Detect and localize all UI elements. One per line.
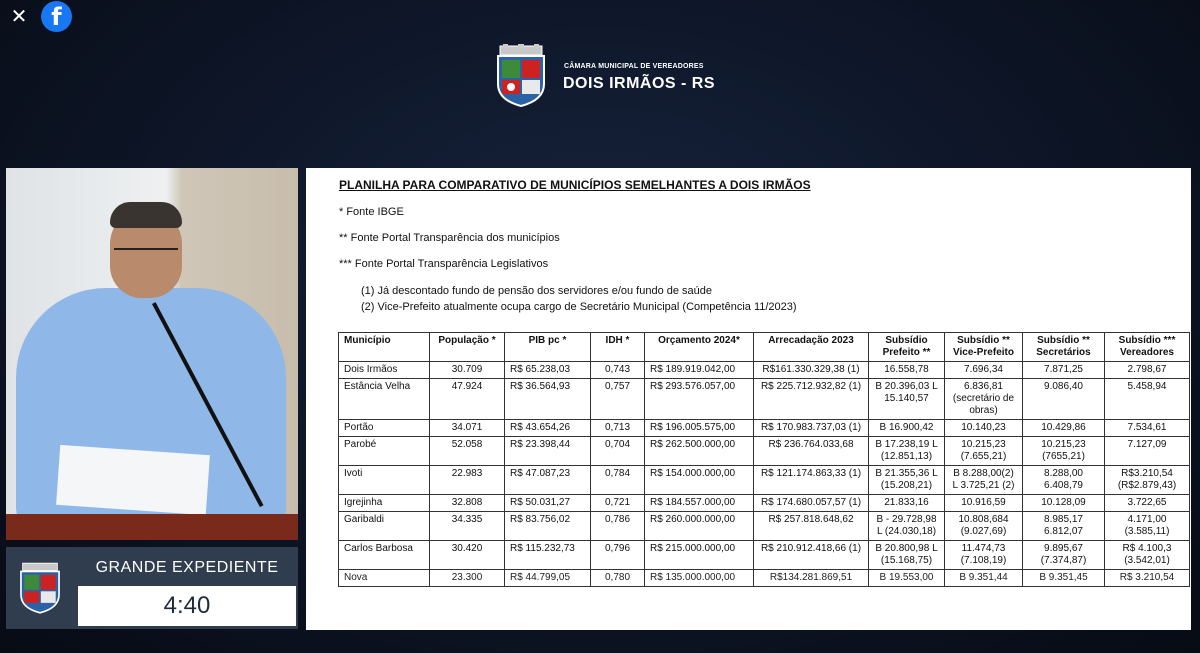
cell-idh: 0,713 (591, 420, 645, 437)
cell-arrecadacao: R$ 170.983.737,03 (1) (754, 420, 869, 437)
cell-municipio: Dois Irmãos (339, 362, 430, 379)
cell-subsidio-vice: 7.696,34 (945, 362, 1023, 379)
table-row (339, 495, 1190, 512)
cell-pib: R$ 47.087,23 (505, 466, 591, 495)
cell-subsidio-prefeito: 21.833,16 (869, 495, 945, 512)
cell-arrecadacao: R$ 121.174.863,33 (1) (754, 466, 869, 495)
cell-populacao: 30.420 (430, 541, 505, 570)
cell-arrecadacao: R$ 210.912.418,66 (1) (754, 541, 869, 570)
speaking-timer: 4:40 (78, 586, 296, 626)
cell-populacao: 34.071 (430, 420, 505, 437)
cell-subsidio-vereadores: 5.458,94 (1105, 379, 1190, 420)
cell-municipio: Ivoti (339, 466, 430, 495)
cell-idh: 0,796 (591, 541, 645, 570)
cell-subsidio-secretarios: 10.429,86 (1023, 420, 1105, 437)
cell-pib: R$ 43.654,26 (505, 420, 591, 437)
column-header: Município (339, 333, 430, 362)
cell-pib: R$ 83.756,02 (505, 512, 591, 541)
cell-orcamento: R$ 293.576.057,00 (645, 379, 754, 420)
cell-subsidio-vereadores: R$ 4.100,3 (3.542,01) (1105, 541, 1190, 570)
cell-populacao: 22.983 (430, 466, 505, 495)
cell-orcamento: R$ 196.005.575,00 (645, 420, 754, 437)
table-row (339, 420, 1190, 437)
cell-pib: R$ 23.398,44 (505, 437, 591, 466)
coat-of-arms-icon (492, 44, 550, 108)
cell-pib: R$ 44.799,05 (505, 570, 591, 587)
cell-subsidio-vice: 6.836,81 (secretário de obras) (945, 379, 1023, 420)
podium (6, 514, 298, 540)
table-row (339, 570, 1190, 587)
cell-subsidio-prefeito: B 19.553,00 (869, 570, 945, 587)
cell-subsidio-secretarios: 8.288,00 6.408,79 (1023, 466, 1105, 495)
cell-subsidio-vice: 10.140,23 (945, 420, 1023, 437)
cell-subsidio-vice: B 8.288,00(2) L 3.725,21 (2) (945, 466, 1023, 495)
shared-document (306, 168, 1191, 630)
document-title: PLANILHA PARA COMPARATIVO DE MUNICÍPIOS SEMELHANTES A DOIS IRMÃOS (339, 178, 811, 192)
column-header: Subsídio Prefeito ** (869, 333, 945, 362)
chamber-city: DOIS IRMÃOS - RS (563, 75, 716, 92)
cell-arrecadacao: R$ 236.764.033,68 (754, 437, 869, 466)
cell-subsidio-prefeito: 16.558,78 (869, 362, 945, 379)
chamber-org-name: CÂMARA MUNICIPAL DE VEREADORES (564, 63, 704, 70)
cell-subsidio-vereadores: 7.534,61 (1105, 420, 1190, 437)
cell-subsidio-prefeito: B 21.355,36 L (15.208,21) (869, 466, 945, 495)
cell-populacao: 47.924 (430, 379, 505, 420)
coat-of-arms-icon (16, 561, 64, 615)
footnote: (1) Já descontado fundo de pensão dos servidores e/ou fundo de saúde (361, 285, 713, 297)
cell-populacao: 23.300 (430, 570, 505, 587)
cell-subsidio-vereadores: 4.171,00 (3.585,11) (1105, 512, 1190, 541)
cell-subsidio-vereadores: 2.798,67 (1105, 362, 1190, 379)
session-segment-title: GRANDE EXPEDIENTE (95, 559, 279, 576)
cell-pib: R$ 115.232,73 (505, 541, 591, 570)
speaker-glasses (114, 248, 178, 260)
cell-orcamento: R$ 154.000.000,00 (645, 466, 754, 495)
cell-municipio: Parobé (339, 437, 430, 466)
cell-orcamento: R$ 189.919.042,00 (645, 362, 754, 379)
cell-subsidio-vice: 11.474,73 (7.108,19) (945, 541, 1023, 570)
cell-orcamento: R$ 260.000.000,00 (645, 512, 754, 541)
cell-subsidio-vice: 10.916,59 (945, 495, 1023, 512)
cell-subsidio-secretarios: 9.895,67 (7.374,87) (1023, 541, 1105, 570)
cell-idh: 0,786 (591, 512, 645, 541)
cell-subsidio-prefeito: B 20.800,98 L (15.168,75) (869, 541, 945, 570)
close-icon[interactable]: ✕ (10, 6, 28, 28)
cell-orcamento: R$ 262.500.000,00 (645, 437, 754, 466)
table-row (339, 512, 1190, 541)
cell-subsidio-vice: B 9.351,44 (945, 570, 1023, 587)
cell-idh: 0,757 (591, 379, 645, 420)
table-row (339, 466, 1190, 495)
cell-pib: R$ 36.564,93 (505, 379, 591, 420)
speaker-video (6, 168, 298, 540)
column-header: Orçamento 2024* (645, 333, 754, 362)
cell-municipio: Nova (339, 570, 430, 587)
table-row (339, 379, 1190, 420)
facebook-icon[interactable]: f (41, 1, 72, 32)
cell-arrecadacao: R$ 225.712.932,82 (1) (754, 379, 869, 420)
cell-subsidio-secretarios: 10.215,23 (7655,21) (1023, 437, 1105, 466)
cell-subsidio-vice: 10.215,23 (7.655,21) (945, 437, 1023, 466)
table-row (339, 362, 1190, 379)
column-header: Subsídio *** Vereadores (1105, 333, 1190, 362)
source-note: ** Fonte Portal Transparência dos municípios (339, 232, 560, 244)
cell-arrecadacao: R$134.281.869,51 (754, 570, 869, 587)
cell-municipio: Carlos Barbosa (339, 541, 430, 570)
cell-populacao: 32.808 (430, 495, 505, 512)
cell-subsidio-vereadores: R$ 3.210,54 (1105, 570, 1190, 587)
column-header: População * (430, 333, 505, 362)
comparison-table (338, 332, 1190, 587)
cell-municipio: Garibaldi (339, 512, 430, 541)
cell-arrecadacao: R$161.330.329,38 (1) (754, 362, 869, 379)
cell-municipio: Estância Velha (339, 379, 430, 420)
table-row (339, 437, 1190, 466)
cell-subsidio-secretarios: 8.985,17 6.812,07 (1023, 512, 1105, 541)
cell-municipio: Igrejinha (339, 495, 430, 512)
cell-subsidio-secretarios: 10.128,09 (1023, 495, 1105, 512)
cell-subsidio-vereadores: 7.127,09 (1105, 437, 1190, 466)
column-header: PIB pc * (505, 333, 591, 362)
source-note: * Fonte IBGE (339, 206, 404, 218)
cell-idh: 0,721 (591, 495, 645, 512)
cell-subsidio-vereadores: 3.722,65 (1105, 495, 1190, 512)
speaker-hair (110, 202, 182, 228)
column-header: Subsídio ** Vice-Prefeito (945, 333, 1023, 362)
cell-idh: 0,743 (591, 362, 645, 379)
cell-subsidio-prefeito: B - 29.728,98 L (24.030,18) (869, 512, 945, 541)
cell-orcamento: R$ 215.000.000,00 (645, 541, 754, 570)
cell-subsidio-prefeito: B 16.900,42 (869, 420, 945, 437)
cell-subsidio-vice: 10.808,684 (9.027,69) (945, 512, 1023, 541)
column-header: Subsídio ** Secretários (1023, 333, 1105, 362)
cell-arrecadacao: R$ 174.680.057,57 (1) (754, 495, 869, 512)
cell-subsidio-secretarios: 7.871,25 (1023, 362, 1105, 379)
cell-pib: R$ 50.031,27 (505, 495, 591, 512)
cell-orcamento: R$ 184.557.000,00 (645, 495, 754, 512)
cell-arrecadacao: R$ 257.818.648,62 (754, 512, 869, 541)
cell-subsidio-prefeito: B 17.238,19 L (12.851,13) (869, 437, 945, 466)
footnote: (2) Vice-Prefeito atualmente ocupa cargo de Secretário Municipal (Competência 11/2023) (361, 301, 797, 313)
cell-populacao: 34.335 (430, 512, 505, 541)
session-lower-third (6, 547, 298, 629)
cell-subsidio-vereadores: R$3.210,54 (R$2.879,43) (1105, 466, 1190, 495)
table-header-row (339, 333, 1190, 362)
cell-orcamento: R$ 135.000.000,00 (645, 570, 754, 587)
paper-sheet (56, 445, 210, 515)
cell-populacao: 30.709 (430, 362, 505, 379)
column-header: IDH * (591, 333, 645, 362)
column-header: Arrecadação 2023 (754, 333, 869, 362)
cell-populacao: 52.058 (430, 437, 505, 466)
cell-municipio: Portão (339, 420, 430, 437)
cell-pib: R$ 65.238,03 (505, 362, 591, 379)
cell-subsidio-secretarios: 9.086,40 (1023, 379, 1105, 420)
cell-idh: 0,704 (591, 437, 645, 466)
source-note: *** Fonte Portal Transparência Legislativos (339, 258, 549, 270)
cell-subsidio-prefeito: B 20.396,03 L 15.140,57 (869, 379, 945, 420)
cell-idh: 0,784 (591, 466, 645, 495)
table-row (339, 541, 1190, 570)
cell-subsidio-secretarios: B 9.351,45 (1023, 570, 1105, 587)
cell-idh: 0,780 (591, 570, 645, 587)
